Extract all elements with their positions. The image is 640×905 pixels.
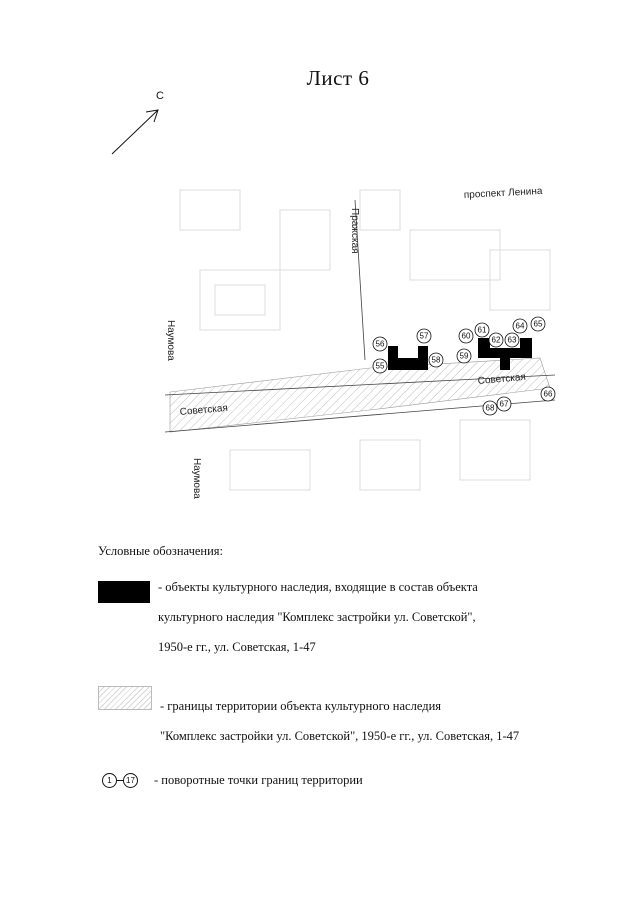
- turning-point-61: [475, 323, 489, 337]
- legend-row-points: [98, 773, 618, 788]
- legend-row-objects: [98, 565, 618, 670]
- sheet-title: Лист 6: [306, 66, 370, 90]
- legend-points-text: - поворотные точки границ территории: [154, 773, 363, 787]
- svg-text:57: 57: [419, 331, 429, 341]
- street-naumova-bottom: Наумова: [191, 458, 202, 499]
- legend-objects-line3: 1950-е гг., ул. Советская, 1-47: [158, 640, 316, 654]
- legend-objects-line2: культурного наследия "Комплекс застройки ул. Советской",: [158, 610, 476, 624]
- site-map: [160, 170, 570, 530]
- legend-row-boundary: [98, 684, 618, 759]
- turning-point-64: [513, 319, 527, 333]
- turning-point-60: [459, 329, 473, 343]
- street-sovetskaya-right: Советская: [477, 371, 527, 387]
- map-svg: [160, 170, 570, 530]
- svg-text:56: 56: [375, 339, 385, 349]
- svg-text:63: 63: [507, 335, 517, 345]
- street-prospekt-lenina: проспект Ленина: [463, 185, 543, 201]
- svg-text:61: 61: [477, 325, 487, 335]
- turning-point-58: [429, 353, 443, 367]
- turning-point-63: [505, 333, 519, 347]
- points-swatch: [102, 773, 138, 788]
- svg-text:59: 59: [459, 351, 469, 361]
- boundary-swatch: [98, 686, 152, 710]
- turning-point-56: [373, 337, 387, 351]
- legend-boundary-line1: - границы территории объекта культурного наследия: [160, 699, 442, 713]
- legend-boundary-line2: "Комплекс застройки ул. Советской", 1950-е гг., ул. Советская, 1-47: [160, 729, 520, 743]
- point-to-icon: 17: [123, 773, 138, 788]
- svg-text:64: 64: [515, 321, 525, 331]
- svg-text:65: 65: [533, 319, 543, 329]
- legend: [98, 544, 618, 802]
- turning-point-66: [541, 387, 555, 401]
- turning-point-67: [497, 397, 511, 411]
- turning-point-65: [531, 317, 545, 331]
- point-from-icon: 1: [102, 773, 117, 788]
- svg-text:55: 55: [375, 361, 385, 371]
- heritage-object-1: [388, 346, 428, 370]
- svg-text:67: 67: [499, 399, 509, 409]
- svg-text:68: 68: [485, 403, 495, 413]
- turning-point-59: [457, 349, 471, 363]
- north-arrow-icon: [106, 92, 176, 162]
- street-prazhskaya: Пражская: [349, 208, 360, 254]
- turning-point-62: [489, 333, 503, 347]
- object-swatch: [98, 581, 150, 603]
- legend-objects-line1: - объекты культурного наследия, входящие в состав объекта: [158, 580, 478, 594]
- svg-text:62: 62: [491, 335, 501, 345]
- svg-text:58: 58: [431, 355, 441, 365]
- street-sovetskaya-left: Советская: [179, 402, 229, 418]
- legend-title: Условные обозначения:: [98, 544, 224, 558]
- svg-text:66: 66: [543, 389, 553, 399]
- turning-point-55: [373, 359, 387, 373]
- turning-point-57: [417, 329, 431, 343]
- north-label: С: [156, 90, 164, 102]
- street-naumova-top: Наумова: [165, 320, 176, 361]
- svg-text:60: 60: [461, 331, 471, 341]
- turning-point-68: [483, 401, 497, 415]
